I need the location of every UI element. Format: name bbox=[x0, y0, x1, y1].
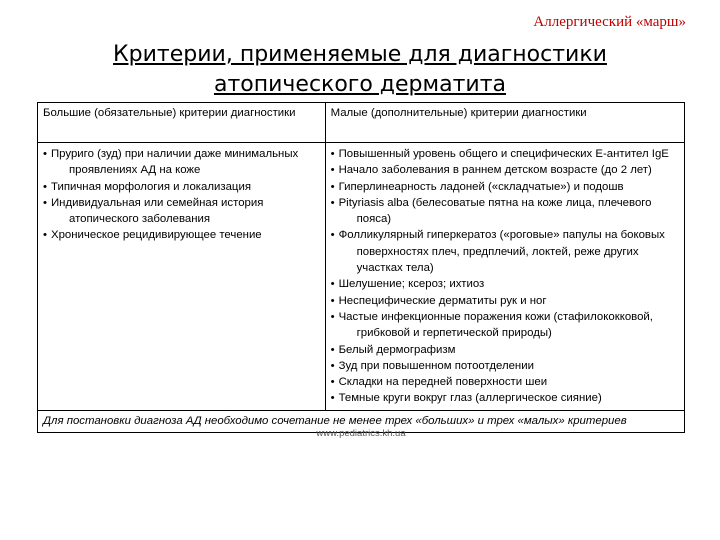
minor-criteria-header bbox=[325, 103, 684, 143]
list-item: • Типичная морфология и локализация bbox=[43, 179, 320, 195]
list-item: • Хроническое рецидивирующее течение bbox=[43, 227, 320, 243]
list-item: • Зуд при повышенном потоотделении bbox=[331, 358, 679, 374]
title-line-1: Критерии, применяемые для диагностики bbox=[113, 42, 607, 67]
criteria-table bbox=[37, 102, 685, 439]
list-item: • Индивидуальная или семейная история атопического заболевания bbox=[43, 195, 320, 228]
website-watermark: www.pediatrics.kh.ua bbox=[316, 427, 406, 439]
list-item: • Повышенный уровень общего и специфических Е-антител IgE bbox=[331, 146, 679, 162]
minor-criteria-cell bbox=[325, 143, 684, 411]
major-criteria-header-text: Большие (обязательные) критерии диагностики bbox=[43, 107, 296, 119]
table-header-row bbox=[38, 103, 685, 143]
list-item: • Белый дермографизм bbox=[331, 342, 679, 358]
minor-criteria-header-text: Малые (дополнительные) критерии диагностики bbox=[330, 107, 587, 119]
table-criteria-row bbox=[38, 143, 685, 411]
list-item: • Темные круги вокруг глаз (аллергическое сияние) bbox=[331, 390, 679, 406]
list-item: • Складки на передней поверхности шеи bbox=[331, 374, 679, 390]
list-item: • Гиперлинеарность ладоней («складчатые») и подошв bbox=[331, 179, 679, 195]
list-item: • Частые инфекционные поражения кожи (стафилококковой, грибковой и герпетической природы) bbox=[331, 309, 679, 342]
list-item: • Pityriasis alba (белесоватые пятна на коже лица, плечевого пояса) bbox=[331, 195, 679, 228]
major-criteria-list bbox=[43, 146, 320, 244]
list-item: • Начало заболевания в раннем детском возрасте (до 2 лет) bbox=[331, 162, 679, 178]
list-item: • Фолликулярный гиперкератоз («роговые» папулы на боковых поверхностях плеч, предплечий, локтей, реже других участках тела) bbox=[331, 227, 679, 276]
header-tag: Аллергический «марш» bbox=[533, 14, 686, 30]
major-criteria-header bbox=[38, 103, 326, 143]
title-line-2: атопического дерматита bbox=[213, 72, 507, 97]
list-item: • Шелушение; ксероз; ихтиоз bbox=[331, 276, 679, 292]
list-item: • Пруриго (зуд) при наличии даже минимальных проявлениях АД на коже bbox=[43, 146, 320, 179]
list-item: • Неспецифические дерматиты рук и ног bbox=[331, 293, 679, 309]
page-title bbox=[0, 40, 720, 100]
footnote-text: Для постановки диагноза АД необходимо сочетание не менее трех «больших» и трех «малых» критериев bbox=[43, 414, 627, 427]
table-footnote-row bbox=[38, 410, 685, 432]
footnote-cell bbox=[38, 410, 685, 439]
major-criteria-cell bbox=[38, 143, 326, 411]
minor-criteria-list bbox=[331, 146, 679, 407]
